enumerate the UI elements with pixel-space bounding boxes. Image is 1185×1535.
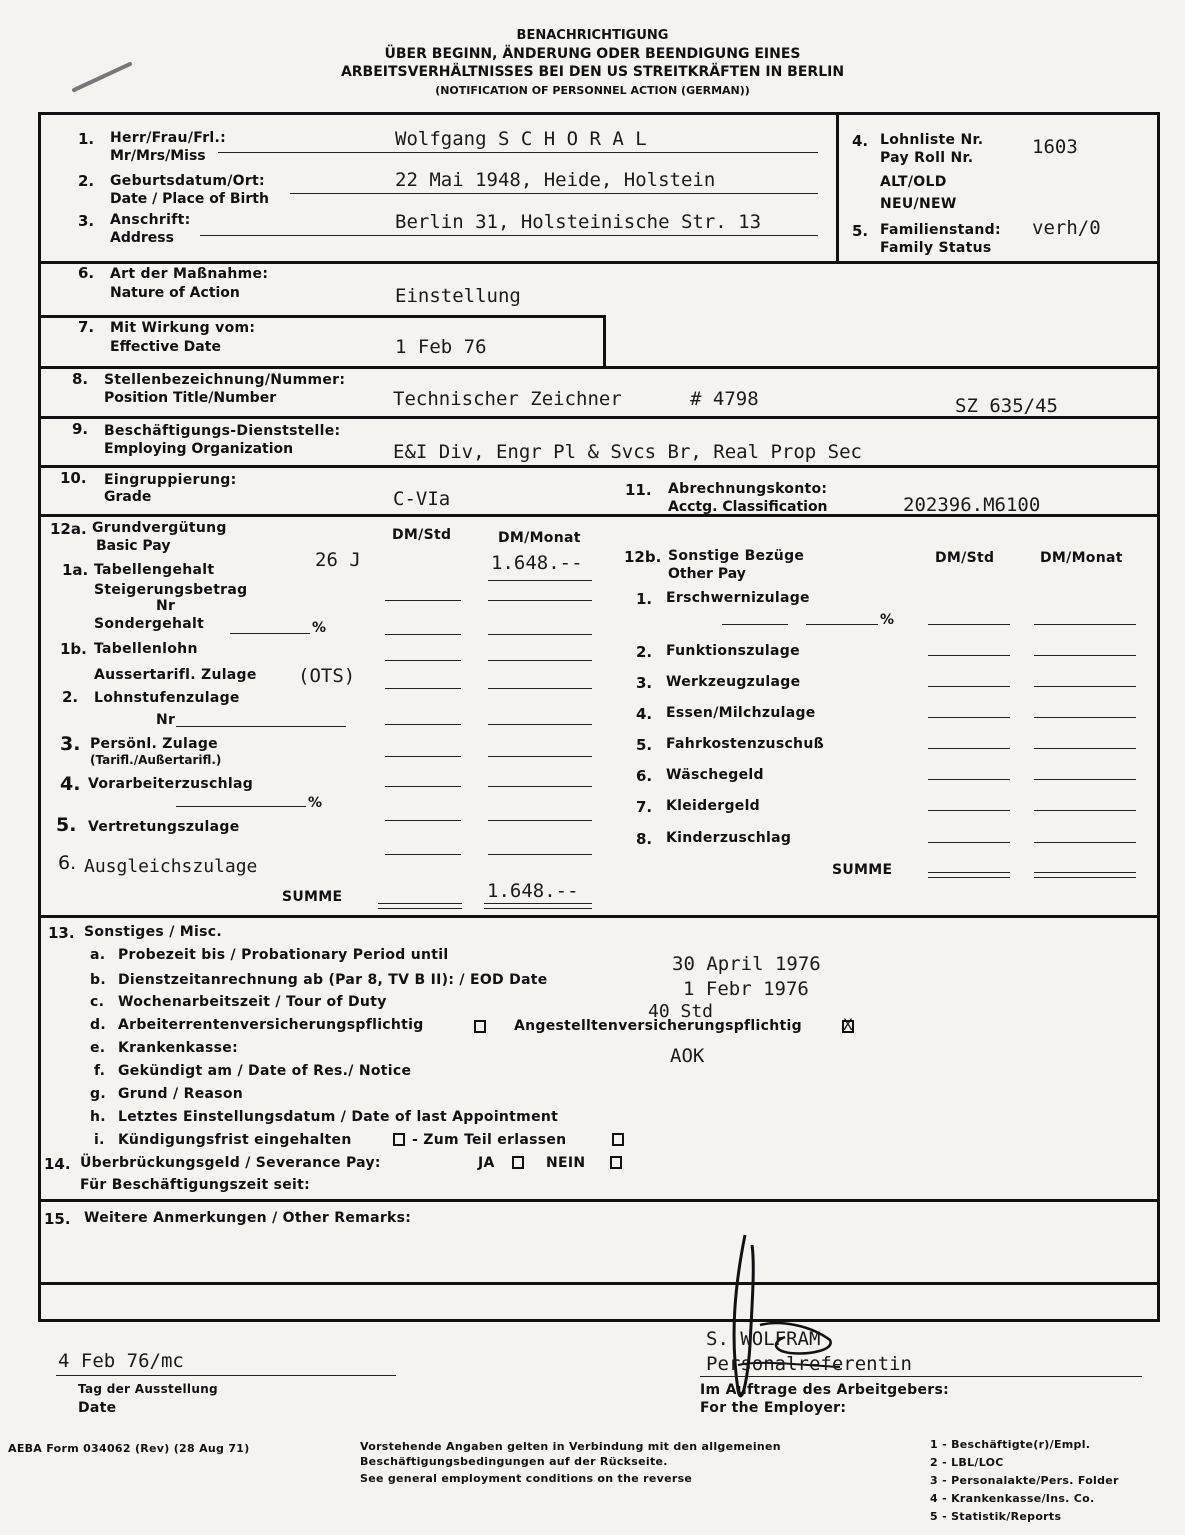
misc-c-value[interactable]: 40 Std	[648, 1001, 714, 1022]
field10-number: 10.	[60, 469, 87, 487]
remarks-number: 15.	[44, 1210, 71, 1228]
pay-summe-label: SUMME	[282, 889, 343, 905]
pay-col-monat: DM/Monat	[498, 530, 581, 546]
field8-title-value[interactable]: Technischer Zeichner	[393, 388, 622, 410]
pay-col-std: DM/Std	[392, 527, 452, 543]
misc-g-label: Grund / Reason	[118, 1086, 244, 1102]
field10-grade-value[interactable]: C-VIa	[393, 488, 451, 510]
misc-d-arbeiter-checkbox[interactable]	[474, 1020, 486, 1033]
footer-note-line3: See general employment conditions on the reverse	[360, 1472, 693, 1485]
form-title-line3: ARBEITSVERHÄLTNISSES BEI DEN US STREITKRÄFTEN IN BERLIN	[340, 64, 845, 80]
footer-note-line1: Vorstehende Angaben gelten in Verbindung mit den allgemeinen	[360, 1440, 781, 1453]
distribution-1: 1 - Beschäftigte(r)/Empl.	[930, 1438, 1091, 1451]
field8-label-en: Position Title/Number	[104, 390, 277, 406]
misc-e-letter: e.	[90, 1040, 106, 1056]
field7-number: 7.	[78, 318, 95, 336]
pay-item-3-label: Persönl. Zulage	[90, 736, 218, 752]
field2-birth-value[interactable]: 22 Mai 1948, Heide, Holstein	[395, 169, 716, 191]
pay-item-1a-label: Tabellengehalt	[94, 562, 215, 578]
pay-other-6-label: Wäschegeld	[666, 767, 764, 783]
field5-status-value[interactable]: verh/0	[1032, 217, 1101, 239]
pay-item-5-label: Vertretungszulage	[88, 819, 240, 835]
field2-number: 2.	[78, 172, 95, 190]
pay-item-4-label: Vorarbeiterzuschlag	[88, 776, 254, 792]
pay-other-5-number: 5.	[636, 736, 653, 754]
pay-item-4-number: 4.	[60, 773, 81, 795]
pay-other-6-number: 6.	[636, 767, 653, 785]
pay-other-4-number: 4.	[636, 705, 653, 723]
pay-other-8-number: 8.	[636, 830, 653, 848]
field7-label-en: Effective Date	[110, 339, 221, 355]
field8-label-de: Stellenbezeichnung/Nummer:	[104, 372, 346, 388]
misc-b-value[interactable]: 1 Febr 1976	[683, 978, 809, 1000]
signer-name: S. WOLFRAM	[706, 1328, 821, 1350]
field9-number: 9.	[72, 420, 89, 438]
pay-item-ausser-std[interactable]: (OTS)	[298, 665, 356, 687]
field6-label-en: Nature of Action	[110, 285, 240, 301]
misc-e-value[interactable]: AOK	[670, 1045, 705, 1067]
distribution-2: 2 - LBL/LOC	[930, 1456, 1004, 1469]
field6-number: 6.	[78, 264, 95, 282]
misc-i-eingehalten-checkbox[interactable]	[393, 1133, 405, 1146]
field4-label-en: Pay Roll Nr.	[880, 150, 974, 166]
severance-nein-label: NEIN	[546, 1155, 586, 1171]
pay-other-label-en: Other Pay	[668, 566, 746, 582]
employer-label-de: Im Auftrage des Arbeitgebers:	[700, 1382, 950, 1398]
signer-title: Personalreferentin	[706, 1353, 912, 1375]
severance-number: 14.	[44, 1155, 71, 1173]
pay-other-7-number: 7.	[636, 798, 653, 816]
pay-item-1a-monat[interactable]: 1.648.--	[491, 552, 583, 574]
misc-e-label: Krankenkasse:	[118, 1040, 238, 1056]
misc-h-letter: h.	[90, 1109, 106, 1125]
issue-date-label-de: Tag der Ausstellung	[78, 1382, 218, 1396]
pay-item-1a-number: 1a.	[62, 561, 89, 579]
misc-b-letter: b.	[90, 972, 106, 988]
misc-c-letter: c.	[90, 994, 105, 1010]
field8-position-number[interactable]: # 4798	[690, 388, 759, 410]
pay-item-2-label: Lohnstufenzulage	[94, 690, 240, 706]
staple-mark	[68, 58, 138, 98]
field5-label-de: Familienstand:	[880, 222, 1001, 238]
form-title-line2: ÜBER BEGINN, ÄNDERUNG ODER BEENDIGUNG EINES	[384, 46, 801, 62]
pay-other-8-label: Kinderzuschlag	[666, 830, 792, 846]
severance-ja-label: JA	[478, 1155, 495, 1171]
field11-label-en: Acctg. Classification	[668, 499, 828, 515]
field6-action-value[interactable]: Einstellung	[395, 285, 521, 307]
employer-label-en: For the Employer:	[700, 1400, 847, 1416]
pay-item-6-number: 6.	[58, 852, 77, 874]
pay-other-4-label: Essen/Milchzulage	[666, 705, 816, 721]
field1-label-de: Herr/Frau/Frl.:	[110, 130, 227, 146]
field1-number: 1.	[78, 130, 95, 148]
misc-d-label2: Angestelltenversicherungspflichtig	[514, 1018, 802, 1034]
pay-item-2-number: 2.	[62, 688, 79, 706]
severance-label: Überbrückungsgeld / Severance Pay:	[80, 1155, 381, 1171]
pay-other-1-label: Erschwernizulage	[666, 590, 810, 606]
pay-other-col-monat: DM/Monat	[1040, 550, 1123, 566]
pay-item-steigerung-label: Steigerungsbetrag	[94, 582, 248, 598]
misc-f-letter: f.	[94, 1063, 106, 1079]
misc-i-label: Kündigungsfrist eingehalten	[118, 1132, 352, 1148]
field11-label-de: Abrechnungskonto:	[668, 481, 828, 497]
misc-a-label: Probezeit bis / Probationary Period until	[118, 947, 449, 963]
field2-label-en: Date / Place of Birth	[110, 191, 269, 207]
pay-item-6-label: Ausgleichszulage	[84, 856, 258, 877]
misc-h-label: Letztes Einstellungsdatum / Date of last Appointment	[118, 1109, 559, 1125]
distribution-5: 5 - Statistik/Reports	[930, 1510, 1062, 1523]
issue-date-label-en: Date	[78, 1400, 117, 1416]
field8-grade-code[interactable]: SZ 635/45	[955, 395, 1058, 417]
form-title-line4: (NOTIFICATION OF PERSONNEL ACTION (GERMAN))	[435, 84, 750, 97]
pay-item-5-number: 5.	[56, 814, 77, 836]
field10-label-de: Eingruppierung:	[104, 472, 237, 488]
pay-item-steigerung-nr: Nr	[156, 598, 176, 614]
pay-vorarbeiter-percent: %	[308, 795, 323, 811]
pay-other-3-label: Werkzeugzulage	[666, 674, 801, 690]
pay-other-3-number: 3.	[636, 674, 653, 692]
misc-b-label: Dienstzeitanrechnung ab (Par 8, TV B II): / EOD Date	[118, 972, 548, 988]
pay-item-sondergehalt-label: Sondergehalt	[94, 616, 205, 632]
misc-i-letter: i.	[94, 1132, 105, 1148]
field4-alt-label: ALT/OLD	[880, 174, 947, 190]
field9-org-value[interactable]: E&I Div, Engr Pl & Svcs Br, Real Prop Sec	[393, 441, 862, 463]
distribution-4: 4 - Krankenkasse/Ins. Co.	[930, 1492, 1095, 1505]
remarks-label: Weitere Anmerkungen / Other Remarks:	[84, 1210, 412, 1226]
misc-i-erlassen-checkbox[interactable]	[612, 1133, 624, 1146]
field3-address-value[interactable]: Berlin 31, Holsteinische Str. 13	[395, 211, 762, 233]
distribution-3: 3 - Personalakte/Pers. Folder	[930, 1474, 1119, 1487]
field2-label-de: Geburtsdatum/Ort:	[110, 173, 265, 189]
misc-i-label2: - Zum Teil erlassen	[412, 1132, 567, 1148]
pay-other-5-label: Fahrkostenzuschuß	[666, 736, 824, 752]
pay-basic-label-en: Basic Pay	[96, 538, 171, 554]
severance-ja-checkbox[interactable]	[512, 1156, 524, 1169]
field5-number: 5.	[852, 222, 869, 240]
field3-label-de: Anschrift:	[110, 212, 191, 228]
issue-date-value[interactable]: 4 Feb 76/mc	[58, 1350, 184, 1372]
field3-number: 3.	[78, 212, 95, 230]
field3-label-en: Address	[110, 230, 174, 246]
field6-label-de: Art der Maßnahme:	[110, 266, 269, 282]
pay-item-ausser-label: Aussertarifl. Zulage	[94, 667, 257, 683]
field4-neu-label: NEU/NEW	[880, 196, 957, 212]
misc-d-label: Arbeiterrentenversicherungspflichtig	[118, 1017, 424, 1033]
field4-number: 4.	[852, 132, 869, 150]
pay-other-number: 12b.	[624, 548, 662, 566]
field8-number: 8.	[72, 370, 89, 388]
field4-label-de: Lohnliste Nr.	[880, 132, 984, 148]
field7-label-de: Mit Wirkung vom:	[110, 320, 256, 336]
pay-sondergehalt-percent: %	[312, 620, 327, 636]
pay-other-2-number: 2.	[636, 643, 653, 661]
pay-other-2-label: Funktionszulage	[666, 643, 800, 659]
misc-d-check-mark: X	[843, 1015, 853, 1034]
pay-item-3-sublabel: (Tarifl./Außertarifl.)	[90, 753, 222, 767]
field1-name-value[interactable]: Wolfgang S C H O R A L	[395, 128, 647, 150]
misc-c-label: Wochenarbeitszeit / Tour of Duty	[118, 994, 387, 1010]
misc-a-value[interactable]: 30 April 1976	[672, 953, 821, 975]
pay-other-1-percent: %	[880, 612, 895, 628]
misc-f-label: Gekündigt am / Date of Res./ Notice	[118, 1063, 412, 1079]
misc-number: 13.	[48, 924, 75, 942]
pay-other-label-de: Sonstige Bezüge	[668, 548, 805, 564]
field4-payroll-value[interactable]: 1603	[1032, 136, 1078, 158]
misc-d-letter: d.	[90, 1017, 106, 1033]
severance-since-label: Für Beschäftigungszeit seit:	[80, 1177, 311, 1193]
field7-date-value[interactable]: 1 Feb 76	[395, 336, 487, 358]
misc-g-letter: g.	[90, 1086, 106, 1102]
misc-title: Sonstiges / Misc.	[84, 924, 222, 940]
pay-item-1b-label: Tabellenlohn	[94, 641, 198, 657]
pay-basic-label-de: Grundvergütung	[92, 520, 227, 536]
pay-other-summe-label: SUMME	[832, 862, 893, 878]
pay-other-col-std: DM/Std	[935, 550, 995, 566]
pay-item-1a-std[interactable]: 26 J	[315, 549, 361, 571]
pay-other-1-number: 1.	[636, 590, 653, 608]
pay-basic-number: 12a.	[50, 520, 87, 538]
pay-item-1b-number: 1b.	[60, 640, 87, 658]
field9-label-de: Beschäftigungs-Dienststelle:	[104, 423, 341, 439]
form-title-line1: BENACHRICHTIGUNG	[516, 28, 669, 43]
form-id: AEBA Form 034062 (Rev) (28 Aug 71)	[8, 1442, 250, 1455]
field11-account-value[interactable]: 202396.M6100	[903, 494, 1041, 516]
footer-note-line2: Beschäftigungsbedingungen auf der Rückseite.	[360, 1455, 668, 1468]
severance-nein-checkbox[interactable]	[610, 1156, 622, 1169]
pay-summe-value[interactable]: 1.648.--	[487, 880, 579, 902]
pay-item-2-nr: Nr	[156, 712, 176, 728]
misc-a-letter: a.	[90, 947, 106, 963]
field11-number: 11.	[625, 481, 652, 499]
field10-label-en: Grade	[104, 489, 152, 505]
pay-other-7-label: Kleidergeld	[666, 798, 760, 814]
field9-label-en: Employing Organization	[104, 441, 294, 457]
pay-item-3-number: 3.	[60, 733, 81, 755]
field5-label-en: Family Status	[880, 240, 992, 256]
field1-label-en: Mr/Mrs/Miss	[110, 148, 206, 164]
